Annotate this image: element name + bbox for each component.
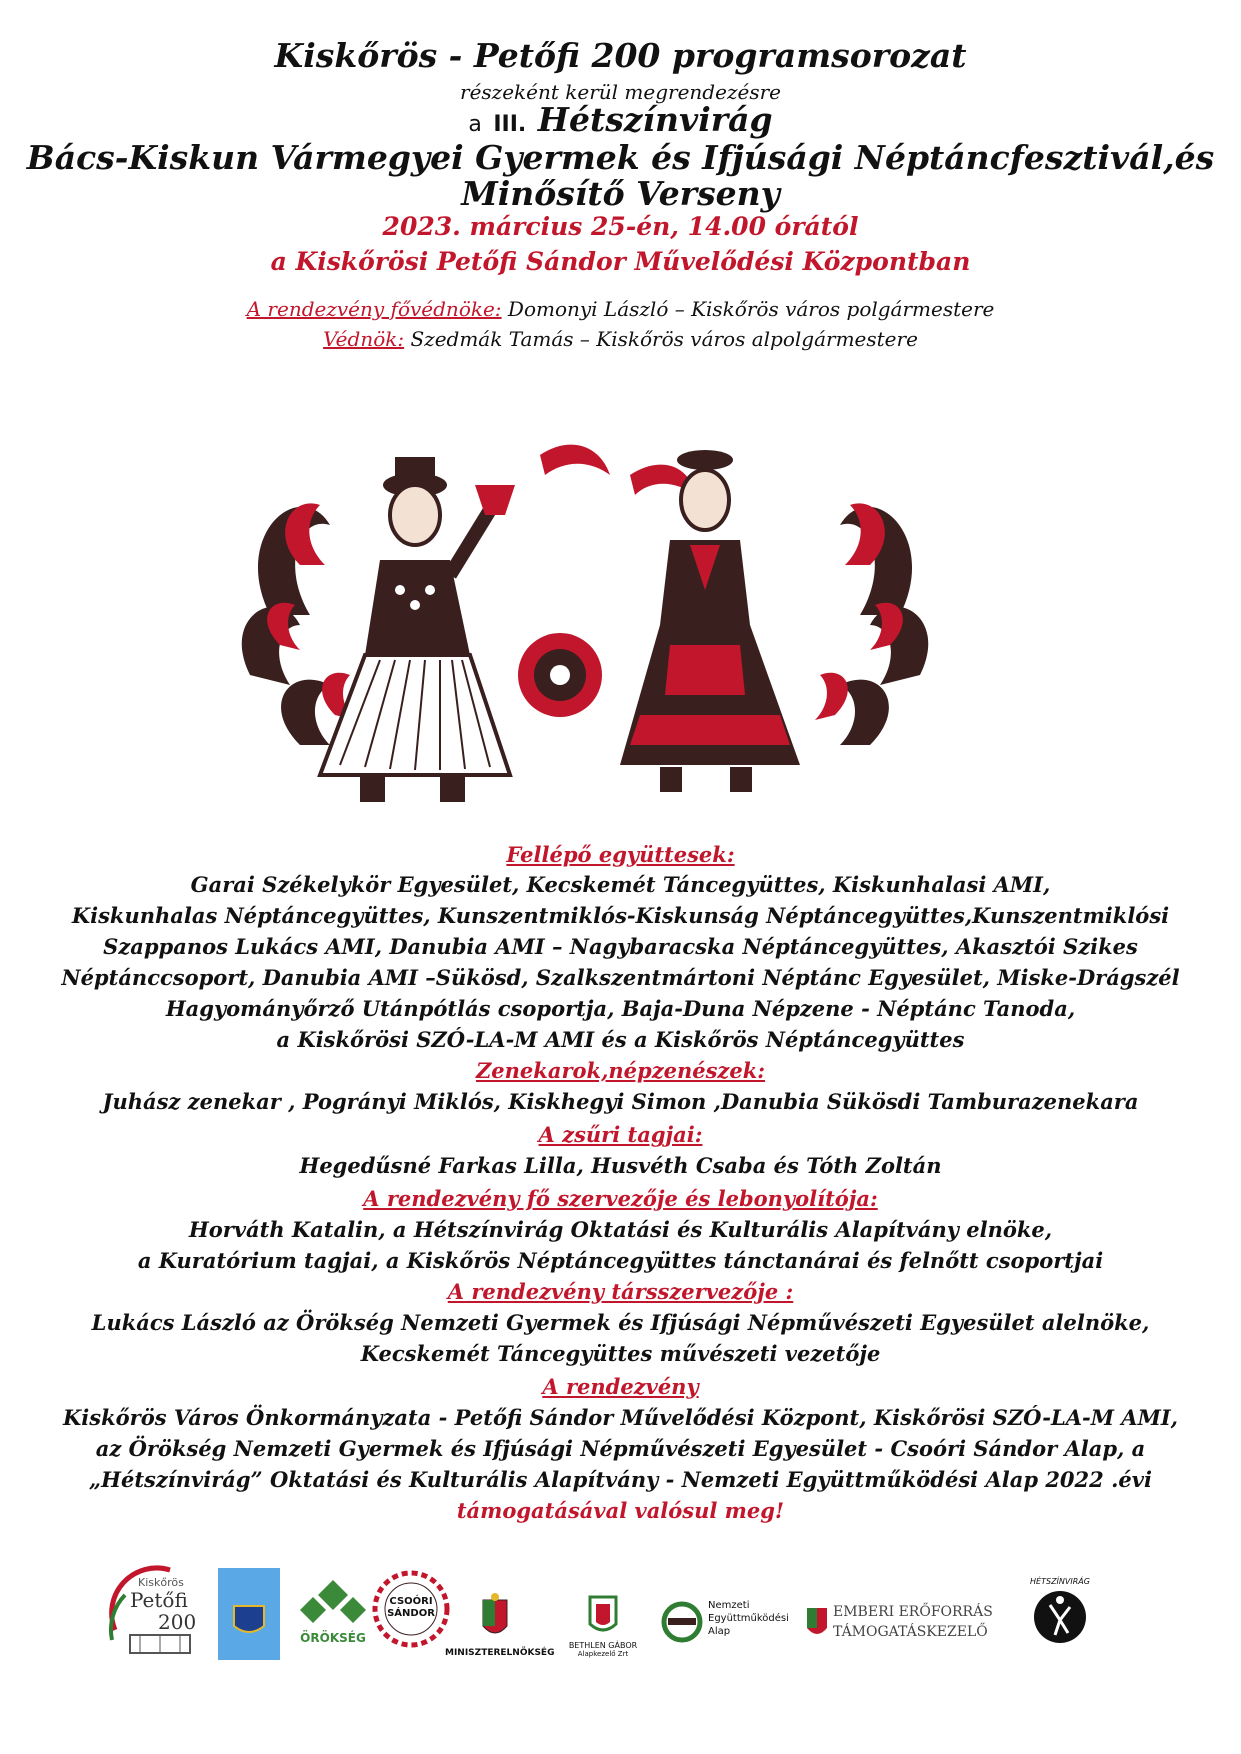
- main-patron-name: Domonyi László – Kiskőrös város polgármestere: [507, 297, 995, 321]
- event-line: Kiskőrös Város Önkormányzata - Petőfi Sándor Művelődési Központ, Kiskőrösi SZÓ-LA-M AMI,: [63, 1405, 1178, 1430]
- orokseg-logo-text: ÖRÖKSÉG: [300, 1631, 366, 1645]
- main-patron: [0, 297, 1241, 321]
- patron: [0, 327, 1241, 351]
- jury-heading: A zsűri tagjai:: [538, 1122, 703, 1147]
- header-roman: III.: [493, 112, 527, 137]
- header-prefix: a: [468, 112, 482, 137]
- event-date: 2023. március 25-én, 14.00 órától: [382, 212, 859, 241]
- ministry-logo-text: MINISZTERELNÖKSÉG: [445, 1648, 555, 1658]
- organizer-heading: A rendezvény fő szervezője és lebonyolítója:: [363, 1186, 878, 1211]
- bands-line: Juhász zenekar , Pogrányi Miklós, Kiskhegyi Simon ,Danubia Sükösdi Tamburazenekara: [102, 1089, 1139, 1114]
- performers-line: Garai Székelykör Egyesület, Kecskemét Táncegyüttes, Kiskunhalasi AMI,: [190, 872, 1051, 897]
- coorganizer-heading: A rendezvény társszervezője :: [447, 1279, 794, 1304]
- bethlen-logo-line-2: Alapkezelő Zrt: [577, 1650, 629, 1658]
- main-patron-label: A rendezvény fővédnöke:: [246, 297, 502, 321]
- bethlen-logo-line-1: BETHLEN GÁBOR: [568, 1641, 638, 1650]
- emmi-logo-line-1: EMBERI ERŐFORRÁS: [833, 1604, 993, 1620]
- nea-logo-line-1: Nemzeti: [708, 1600, 750, 1611]
- hetszinvirag-logo: [1020, 1575, 1100, 1655]
- performers-heading: Fellépő együttesek:: [506, 842, 735, 867]
- orokseg-logo: [298, 1575, 368, 1655]
- kiskoros-coat-of-arms-logo: [218, 1568, 280, 1660]
- emberi-eroforras-logo: [805, 1600, 995, 1650]
- header-line-1: Kiskőrös - Petőfi 200 programsorozat: [274, 36, 967, 75]
- event-line: az Örökség Nemzeti Gyermek és Ifjúsági Népművészeti Egyesület - Csoóri Sándor Alap, a: [95, 1436, 1146, 1461]
- petofi-logo-name: Petőfi: [130, 1588, 188, 1612]
- header-line-3: [0, 100, 1241, 139]
- header-line-2: részeként kerül megrendezésre: [460, 80, 781, 104]
- petofi-logo-number: 200: [158, 1610, 197, 1634]
- event-heading: A rendezvény: [542, 1374, 699, 1399]
- event-closing: támogatásával valósul meg!: [456, 1498, 785, 1523]
- performers-line: Szappanos Lukács AMI, Danubia AMI – Nagybaracska Néptáncegyüttes, Akasztói Szikes: [103, 934, 1138, 959]
- ministry-logo: [445, 1592, 555, 1662]
- event-venue: a Kiskőrösi Petőfi Sándor Művelődési Központban: [270, 247, 971, 276]
- csoori-sandor-logo: [372, 1570, 450, 1648]
- jury-line: Hegedűsné Farkas Lilla, Husvéth Csaba és Tóth Zoltán: [299, 1153, 942, 1178]
- nea-logo-line-2: Együttműködési: [708, 1613, 789, 1624]
- coorganizer-line: Kecskemét Táncegyüttes művészeti vezetője: [360, 1341, 881, 1366]
- organizer-line: a Kuratórium tagjai, a Kiskőrös Néptáncegyüttes tánctanárai és felnőtt csoportjai: [137, 1248, 1104, 1273]
- patron-label: Védnök:: [323, 327, 405, 351]
- petofi-logo-top: Kiskőrös: [138, 1576, 184, 1589]
- event-line: „Hétszínvirág” Oktatási és Kulturális Alapítvány - Nemzeti Együttműködési Alap 2022 .évi: [89, 1467, 1152, 1492]
- bands-heading: Zenekarok,népzenészek:: [475, 1058, 766, 1083]
- header-line-5: Minősítő Verseny: [461, 174, 780, 213]
- emmi-logo-line-2: TÁMOGATÁSKEZELŐ: [833, 1624, 988, 1640]
- performers-line: a Kiskőrösi SZÓ-LA-M AMI és a Kiskőrös Néptáncegyüttes: [276, 1027, 965, 1052]
- coorganizer-line: Lukács László az Örökség Nemzeti Gyermek és Ifjúsági Népművészeti Egyesület alelnöke,: [91, 1310, 1150, 1335]
- performers-line: Hagyományőrző Utánpótlás csoportja, Baja-Duna Népzene - Néptánc Tanoda,: [165, 996, 1076, 1021]
- csoori-logo-line-2: SÁNDOR: [387, 1608, 435, 1619]
- hetszin-logo-text: HÉTSZÍNVIRÁG: [1030, 1577, 1090, 1586]
- header-festival-name: Hétszínvirág: [537, 100, 773, 139]
- bethlen-gabor-logo: [568, 1592, 638, 1667]
- petofi200-logo: [100, 1560, 220, 1660]
- performers-line: Kiskunhalas Néptáncegyüttes, Kunszentmiklós-Kiskunság Néptáncegyüttes,Kunszentmiklósi: [71, 903, 1170, 928]
- csoori-logo-line-1: CSOÓRI: [389, 1596, 433, 1607]
- folk-dancers-illustration: [240, 415, 930, 815]
- patron-name: Szedmák Tamás – Kiskőrös város alpolgármestere: [410, 327, 918, 351]
- header-line-4: Bács-Kiskun Vármegyei Gyermek és Ifjúsági Néptáncfesztivál,és: [26, 138, 1215, 177]
- nemzeti-egyuttmukodesi-alap-logo: [660, 1600, 800, 1650]
- performers-line: Néptánccsoport, Danubia AMI –Sükösd, Szalkszentmártoni Néptánc Egyesület, Miske-Drágszél: [61, 965, 1180, 990]
- nea-logo-line-3: Alap: [708, 1626, 731, 1637]
- organizer-line: Horváth Katalin, a Hétszínvirág Oktatási és Kulturális Alapítvány elnöke,: [188, 1217, 1053, 1242]
